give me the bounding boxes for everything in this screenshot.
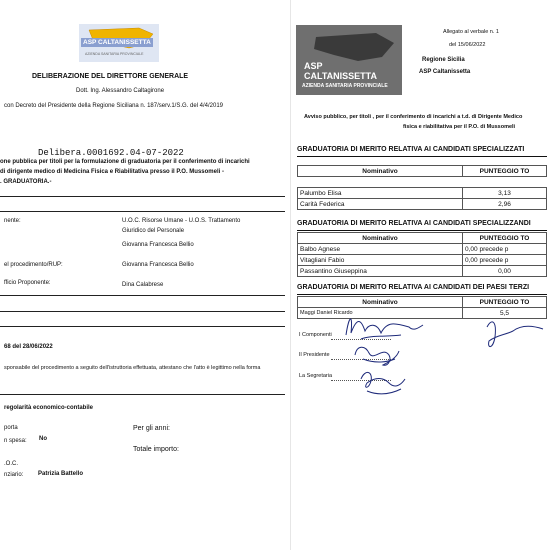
funzionario-label: nziario:: [4, 472, 24, 478]
attestation-text: sponsabile del procedimento a seguito dell'istruttoria effettuata, attestano che l'atto è legittimo nella forma: [4, 365, 261, 371]
document-title: DELIBERAZIONE DEL DIRETTORE GENERALE: [32, 73, 189, 80]
funzionario-value: Patrizia Battello: [38, 471, 84, 477]
table-row: [298, 177, 547, 188]
logo-label-line2: CALTANISSETTA: [304, 71, 377, 81]
candidate-score: 0,00 precede p: [463, 244, 547, 255]
signature-componente-1: [346, 319, 423, 339]
divider: [0, 394, 285, 395]
delibera-number: Delibera.0001692.04-07-2022: [38, 148, 184, 158]
per-gli-anni-label: Per gli anni:: [133, 425, 170, 432]
allegato-date: del 15/06/2022: [449, 42, 486, 48]
divider: [0, 326, 285, 327]
ranking-section-paesi-terzi: [297, 284, 547, 295]
divider: [0, 211, 285, 212]
logo-label-line1: ASP: [304, 61, 323, 71]
ranking-table: [297, 232, 547, 277]
section-heading: GRADUATORIA DI MERITO RELATIVA AI CANDIDATI SPECIALIZZANDI: [297, 220, 547, 231]
column-header: Nominativo: [298, 233, 463, 244]
subject-line-3: . GRADUATORIA.-: [0, 179, 52, 185]
date-heading: 68 del 28/06/2022: [4, 344, 53, 350]
table-row: [298, 188, 547, 199]
ranking-section-specializzandi: [297, 220, 547, 231]
field-value: U.O.C. Risorse Umane - U.O.S. Trattamento: [122, 218, 241, 224]
decree-line: con Decreto del Presidente della Regione Siciliana n. 187/serv.1/S.G. del 4/4/2019: [4, 103, 224, 109]
column-header: PUNTEGGIO TO: [463, 166, 547, 177]
column-header: PUNTEGGIO TO: [463, 297, 547, 308]
candidate-score: 3,13: [463, 188, 547, 199]
asp-logo: [79, 24, 159, 62]
table-row: [298, 266, 547, 277]
asp-label: ASP Caltanissetta: [419, 69, 471, 75]
notice-line-2: fisica e riabilitativa per il P.O. di Mussomeli: [403, 124, 516, 130]
totale-importo-label: Totale importo:: [133, 446, 179, 453]
candidate-score: 5,5: [463, 308, 547, 319]
table-row: [298, 255, 547, 266]
section-heading: GRADUATORIA DI MERITO RELATIVA AI CANDIDATI SPECIALIZZATI: [297, 146, 547, 157]
segretaria-label: La Segretaria: [299, 373, 333, 379]
handwritten-signatures: [291, 305, 550, 425]
ranking-table: [297, 165, 547, 210]
field-value: Dina Calabrese: [122, 282, 164, 288]
right-document-page: [291, 0, 550, 550]
divider: [0, 196, 285, 197]
regularity-heading: regolarità economico-contabile: [4, 405, 94, 411]
candidate-name: Maggi Daniel Ricardo: [298, 308, 463, 319]
divider: [0, 311, 285, 312]
region-label: Regione Sicilia: [422, 57, 465, 63]
section-heading: GRADUATORIA DI MERITO RELATIVA AI CANDIDATI DEI PAESI TERZI: [297, 284, 547, 295]
field-label-proponente: nente:: [4, 218, 21, 224]
asp-logo: [296, 25, 402, 95]
table-header-row: [298, 166, 547, 177]
spesa-value: No: [39, 436, 47, 442]
candidate-score: 2,96: [463, 199, 547, 210]
candidate-name: Passantino Giuseppina: [298, 266, 463, 277]
signature-componente-2: [487, 322, 543, 347]
presidente-label: Il Presidente: [299, 352, 330, 358]
logo-label: ASP CALTANISSETTA: [83, 39, 151, 46]
director-name: Dott. Ing. Alessandro Caltagirone: [76, 88, 165, 94]
candidate-score: 0,00: [463, 266, 547, 277]
field-label-ufficio: fficio Proponente:: [4, 280, 51, 286]
logo-subtext: AZIENDA SANITARIA PROVINCIALE: [302, 83, 388, 89]
candidate-name: Vitagliani Fabio: [298, 255, 463, 266]
column-header: Nominativo: [298, 297, 463, 308]
candidate-name: Palumbo Elisa: [298, 188, 463, 199]
uoc-label: .O.C.: [4, 461, 19, 467]
field-value: Giuridico del Personale: [122, 228, 185, 234]
notice-line-1: Avviso pubblico, per titoli , per il conferimento di incarichi a t.d. di Dirigente Medico: [304, 114, 523, 120]
ranking-section-specializzati: [297, 146, 547, 157]
field-value: Giovanna Francesca Bellio: [122, 242, 194, 248]
signature-segretaria: [361, 372, 405, 393]
field-value: Giovanna Francesca Bellio: [122, 262, 194, 268]
regularity-label: n spesa:: [4, 438, 27, 444]
table-header-row: [298, 233, 547, 244]
column-header: Nominativo: [298, 166, 463, 177]
subject-line-2: di dirigente medico di Medicina Fisica e Riabilitativa presso il P.O. Mussomeli -: [0, 169, 224, 175]
signature-presidente: [355, 347, 399, 365]
table-row: [298, 244, 547, 255]
subject-line-1: one pubblica per titoli per la formulazione di graduatoria per il conferimento di incarichi: [0, 159, 250, 165]
field-label-rup: el procedimento/RUP:: [4, 262, 63, 268]
candidate-score: 0,00 precede p: [463, 255, 547, 266]
candidate-name: Balbo Agnese: [298, 244, 463, 255]
table-row: [298, 199, 547, 210]
divider: [0, 295, 285, 296]
column-header: PUNTEGGIO TO: [463, 233, 547, 244]
logo-subtext: AZIENDA SANITARIA PROVINCIALE: [85, 52, 144, 56]
candidate-name: Carità Federica: [298, 199, 463, 210]
allegato-label: Allegato al verbale n. 1: [443, 29, 499, 35]
componenti-label: I Componenti: [299, 332, 332, 338]
regularity-label: porta: [4, 425, 18, 431]
